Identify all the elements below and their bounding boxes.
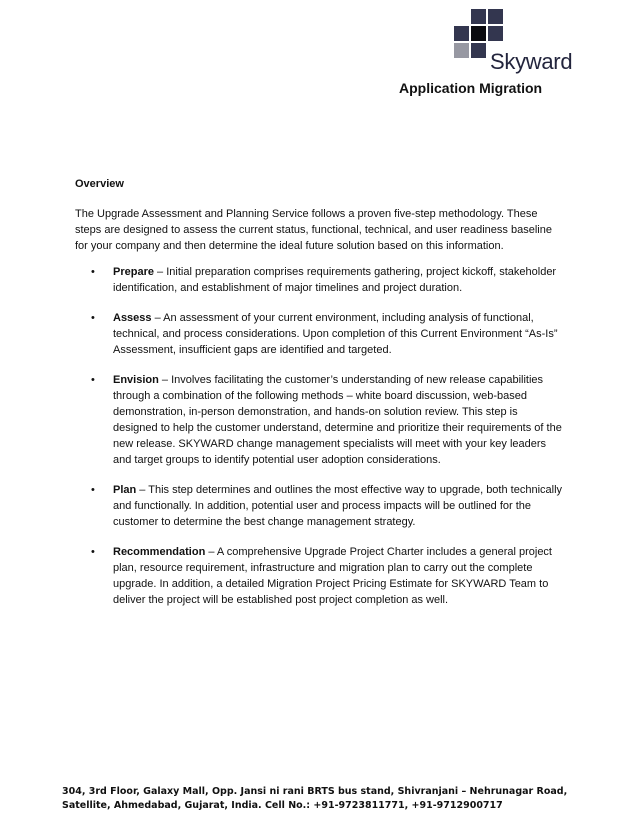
list-item [75, 482, 565, 530]
step-text: – Initial preparation comprises requirements gathering, project kickoff, stakeholder identification, and establishment of major timelines and project duration. [113, 266, 557, 294]
step-text: – This step determines and outlines the most effective way to upgrade, both technically and functionally. In addition, potential user and process impacts will be outlined for the customer to determine the best change management strategy. [113, 484, 563, 528]
bullet-icon: • [91, 484, 95, 496]
step-text: – Involves facilitating the customer’s understanding of new release capabilities through a combination of the following methods – white board discussion, web-based demonstration, in-person demonstration, and hands-on solution review. This step is designed to help the customer understand, determine and prioritize their requirements of the new release. SKYWARD change management specialists will meet with your key leaders and target groups to identify potential user adoption considerations. [113, 374, 562, 466]
logo-square [488, 26, 503, 41]
brand-name: Skyward [490, 49, 573, 74]
bullet-icon: • [91, 546, 95, 558]
footer-address [62, 785, 582, 813]
list-item [75, 544, 565, 608]
footer-line: Satellite, Ahmedabad, Gujarat, India. Cell No.: +91-9723811771, +91-9712900717 [62, 800, 503, 811]
list-item [75, 310, 565, 358]
logo-square [471, 26, 486, 41]
document-title: Application Migration [399, 80, 543, 96]
logo-square [471, 43, 486, 58]
step-text: – An assessment of your current environment, including analysis of functional, technical, and process considerations. Upon completion of this Current Environment “As-Is” Assessment, insufficient gaps are identified and targeted. [113, 312, 558, 356]
bullet-icon: • [91, 312, 95, 324]
step-text: – A comprehensive Upgrade Project Charter includes a general project plan, resource requirement, infrastructure and migration plan to carry out the complete upgrade. In addition, a detailed Migration Project Pricing Estimate for SKYWARD Team to deliver the project will be established post project completion as well. [113, 546, 552, 606]
step-name: Prepare [113, 266, 154, 278]
logo-square [488, 9, 503, 24]
bullet-icon: • [91, 374, 95, 386]
step-name: Assess [113, 312, 152, 324]
step-name: Recommendation [113, 546, 206, 558]
logo-square [454, 43, 469, 58]
main-content [75, 176, 565, 622]
list-item [75, 264, 565, 296]
list-item [75, 372, 565, 468]
step-name: Plan [113, 484, 137, 496]
methodology-steps [75, 264, 565, 608]
step-name: Envision [113, 374, 159, 386]
section-heading: Overview [75, 178, 124, 190]
footer-line: 304, 3rd Floor, Galaxy Mall, Opp. Jansi ni rani BRTS bus stand, Shivranjani – Nehrunagar Road, [62, 786, 568, 797]
logo-square [471, 9, 486, 24]
bullet-icon: • [91, 266, 95, 278]
logo-square [454, 26, 469, 41]
intro-paragraph: The Upgrade Assessment and Planning Service follows a proven five-step methodology. These steps are designed to assess the current status, functional, technical, and user readiness baseline for your company and then determine the ideal future solution based on this information. [75, 208, 552, 252]
